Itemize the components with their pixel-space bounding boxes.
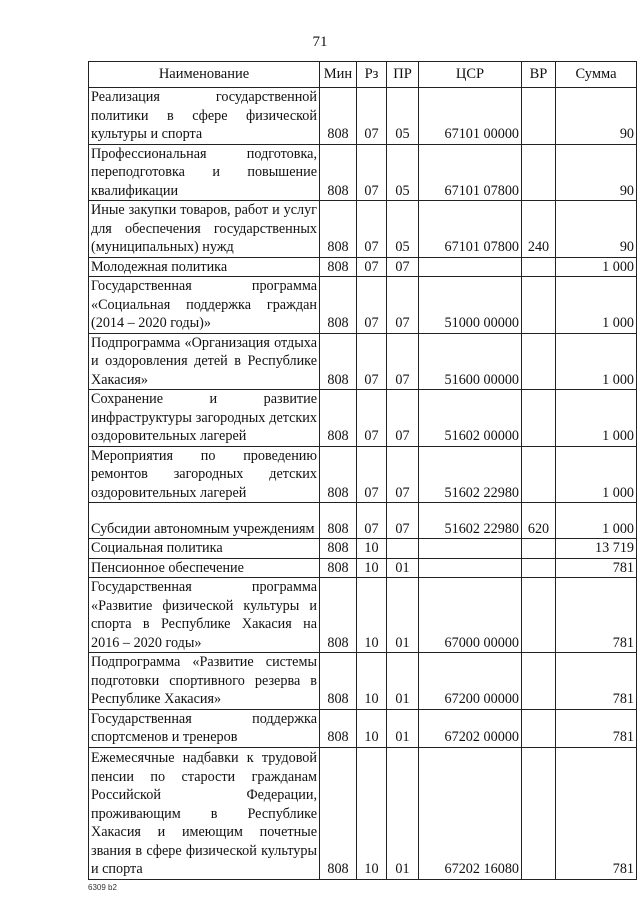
row-vr-cell <box>522 539 556 559</box>
row-vr-cell <box>522 578 556 653</box>
row-name-cell: Социальная политика <box>89 539 320 559</box>
row-sum-cell: 781 <box>556 558 637 578</box>
row-csr-cell: 67101 07800 <box>419 144 522 201</box>
row-rz-cell: 07 <box>357 503 387 539</box>
row-vr-cell <box>522 88 556 145</box>
row-name-cell: Субсидии автономным учреждениям <box>89 503 320 539</box>
row-csr-cell: 67000 00000 <box>419 578 522 653</box>
header-rz: Рз <box>357 62 387 88</box>
row-name-cell: Пенсионное обеспечение <box>89 558 320 578</box>
row-csr-cell: 67202 16080 <box>419 747 522 879</box>
row-sum-cell: 90 <box>556 88 637 145</box>
row-csr-cell: 51600 00000 <box>419 333 522 390</box>
row-name-cell: Профессиональная подготовка, переподготовка и повышение квалификации <box>89 144 320 201</box>
row-min-cell: 808 <box>320 558 357 578</box>
table-row <box>89 277 637 334</box>
row-pr-cell: 01 <box>387 709 419 747</box>
row-pr-cell: 01 <box>387 578 419 653</box>
row-vr-cell <box>522 747 556 879</box>
row-pr-cell: 01 <box>387 747 419 879</box>
row-pr-cell <box>387 539 419 559</box>
budget-table <box>88 61 637 880</box>
row-csr-cell: 51602 22980 <box>419 446 522 503</box>
row-sum-cell: 1 000 <box>556 503 637 539</box>
row-vr-cell <box>522 333 556 390</box>
table-row <box>89 333 637 390</box>
row-csr-cell <box>419 539 522 559</box>
row-rz-cell: 10 <box>357 539 387 559</box>
row-rz-cell: 07 <box>357 201 387 258</box>
row-csr-cell: 67200 00000 <box>419 653 522 710</box>
row-min-cell: 808 <box>320 333 357 390</box>
row-vr-cell: 240 <box>522 201 556 258</box>
row-name-cell: Сохранение и развитие инфраструктуры загородных детских оздоровительных лагерей <box>89 390 320 447</box>
table-body <box>89 88 637 880</box>
row-vr-cell <box>522 144 556 201</box>
row-name-cell: Государственная программа «Социальная поддержка граждан (2014 – 2020 годы)» <box>89 277 320 334</box>
row-csr-cell: 67202 00000 <box>419 709 522 747</box>
row-sum-cell: 1 000 <box>556 446 637 503</box>
row-rz-cell: 07 <box>357 88 387 145</box>
header-vr: ВР <box>522 62 556 88</box>
table-row <box>89 390 637 447</box>
row-rz-cell: 07 <box>357 446 387 503</box>
row-min-cell: 808 <box>320 446 357 503</box>
row-vr-cell <box>522 653 556 710</box>
row-pr-cell: 07 <box>387 333 419 390</box>
row-vr-cell <box>522 257 556 277</box>
row-name-cell: Государственная программа «Развитие физической культуры и спорта в Республике Хакасия на 2016 – 2020 годы» <box>89 578 320 653</box>
table-row <box>89 539 637 559</box>
header-pr: ПР <box>387 62 419 88</box>
row-csr-cell: 67101 00000 <box>419 88 522 145</box>
table-row <box>89 653 637 710</box>
table-row <box>89 144 637 201</box>
row-name-cell: Молодежная политика <box>89 257 320 277</box>
row-sum-cell: 781 <box>556 709 637 747</box>
row-min-cell: 808 <box>320 747 357 879</box>
row-pr-cell: 07 <box>387 503 419 539</box>
table-row <box>89 446 637 503</box>
row-rz-cell: 07 <box>357 144 387 201</box>
row-min-cell: 808 <box>320 390 357 447</box>
row-pr-cell: 05 <box>387 88 419 145</box>
row-pr-cell: 01 <box>387 558 419 578</box>
row-sum-cell: 1 000 <box>556 390 637 447</box>
row-name-cell: Мероприятия по проведению ремонтов загородных детских оздоровительных лагерей <box>89 446 320 503</box>
row-pr-cell: 01 <box>387 653 419 710</box>
row-csr-cell <box>419 558 522 578</box>
row-vr-cell <box>522 709 556 747</box>
table-row <box>89 257 637 277</box>
row-pr-cell: 07 <box>387 277 419 334</box>
row-sum-cell: 781 <box>556 747 637 879</box>
table-row <box>89 747 637 879</box>
table-row <box>89 88 637 145</box>
row-sum-cell: 781 <box>556 653 637 710</box>
table-row <box>89 503 637 539</box>
table-row <box>89 578 637 653</box>
row-vr-cell <box>522 277 556 334</box>
row-min-cell: 808 <box>320 257 357 277</box>
row-rz-cell: 07 <box>357 390 387 447</box>
row-min-cell: 808 <box>320 709 357 747</box>
page-number: 71 <box>312 34 328 50</box>
header-sum: Сумма <box>556 62 637 88</box>
row-rz-cell: 10 <box>357 747 387 879</box>
row-rz-cell: 10 <box>357 709 387 747</box>
row-min-cell: 808 <box>320 653 357 710</box>
table-row <box>89 558 637 578</box>
row-min-cell: 808 <box>320 277 357 334</box>
row-name-cell: Подпрограмма «Развитие системы подготовки спортивного резерва в Республике Хакасия» <box>89 653 320 710</box>
row-min-cell: 808 <box>320 578 357 653</box>
row-pr-cell: 07 <box>387 257 419 277</box>
row-sum-cell: 781 <box>556 578 637 653</box>
row-min-cell: 808 <box>320 201 357 258</box>
row-sum-cell: 1 000 <box>556 277 637 334</box>
row-sum-cell: 1 000 <box>556 333 637 390</box>
row-min-cell: 808 <box>320 503 357 539</box>
table-row <box>89 709 637 747</box>
row-vr-cell: 620 <box>522 503 556 539</box>
row-csr-cell: 51602 22980 <box>419 503 522 539</box>
row-min-cell: 808 <box>320 539 357 559</box>
row-min-cell: 808 <box>320 144 357 201</box>
row-csr-cell: 67101 07800 <box>419 201 522 258</box>
row-sum-cell: 13 719 <box>556 539 637 559</box>
header-min: Мин <box>320 62 357 88</box>
row-sum-cell: 90 <box>556 201 637 258</box>
row-name-cell: Иные закупки товаров, работ и услуг для обеспечения государственных (муниципальных) нужд <box>89 201 320 258</box>
table-header-row <box>89 62 637 88</box>
row-rz-cell: 10 <box>357 558 387 578</box>
table-row <box>89 201 637 258</box>
row-name-cell: Подпрограмма «Организация отдыха и оздоровления детей в Республике Хакасия» <box>89 333 320 390</box>
row-rz-cell: 10 <box>357 653 387 710</box>
row-name-cell: Государственная поддержка спортсменов и тренеров <box>89 709 320 747</box>
row-vr-cell <box>522 558 556 578</box>
row-rz-cell: 07 <box>357 277 387 334</box>
row-name-cell: Ежемесячные надбавки к трудовой пенсии по старости гражданам Российской Федерации, проживающим в Республике Хакасия и имеющим почетные звания в сфере физической культуры и спорта <box>89 747 320 879</box>
row-rz-cell: 10 <box>357 578 387 653</box>
row-csr-cell: 51000 00000 <box>419 277 522 334</box>
row-sum-cell: 1 000 <box>556 257 637 277</box>
row-rz-cell: 07 <box>357 333 387 390</box>
row-vr-cell <box>522 446 556 503</box>
row-pr-cell: 07 <box>387 390 419 447</box>
row-sum-cell: 90 <box>556 144 637 201</box>
row-name-cell: Реализация государственной политики в сфере физической культуры и спорта <box>89 88 320 145</box>
row-pr-cell: 05 <box>387 201 419 258</box>
row-pr-cell: 05 <box>387 144 419 201</box>
header-name: Наименование <box>89 62 320 88</box>
header-csr: ЦСР <box>419 62 522 88</box>
row-csr-cell: 51602 00000 <box>419 390 522 447</box>
row-csr-cell <box>419 257 522 277</box>
footnote: 6309 b2 <box>88 883 117 892</box>
row-min-cell: 808 <box>320 88 357 145</box>
row-rz-cell: 07 <box>357 257 387 277</box>
row-pr-cell: 07 <box>387 446 419 503</box>
row-vr-cell <box>522 390 556 447</box>
